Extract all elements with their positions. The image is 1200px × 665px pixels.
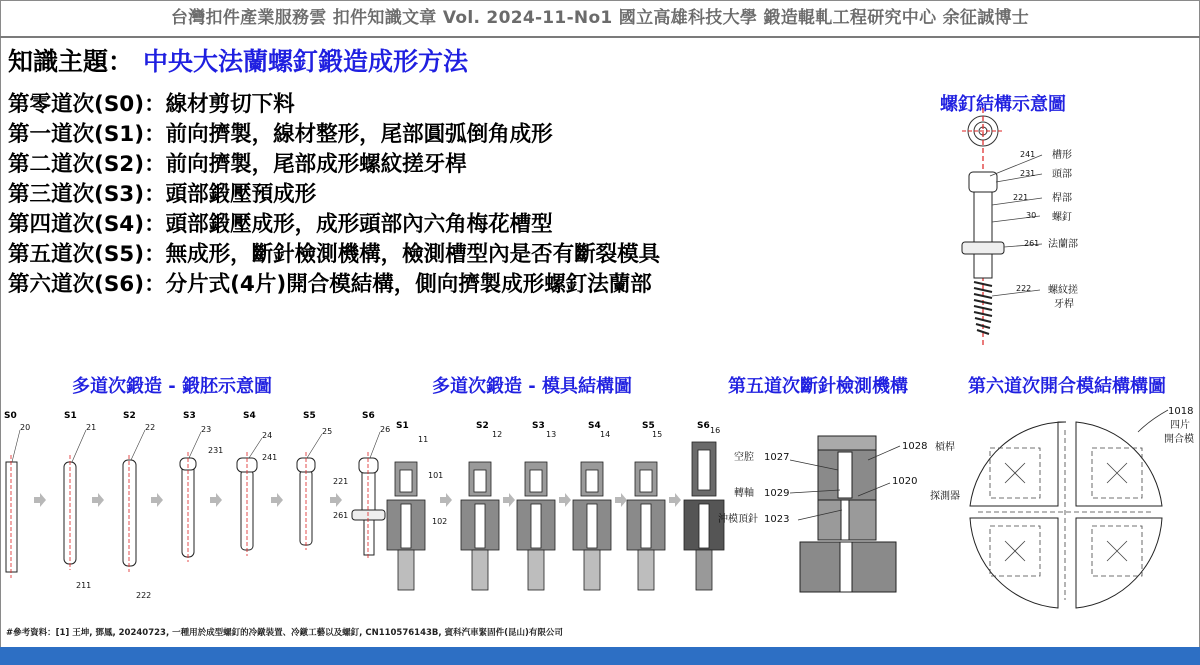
split-die-leader	[1138, 410, 1168, 432]
screw-num-221: 221	[1013, 193, 1029, 202]
stage-s5: 第五道次(S5)：無成形，斷針檢測機構，檢測槽型內是否有斷裂模具	[8, 242, 661, 267]
blank-num-24: 24	[262, 431, 273, 440]
blank-stage-s1: S1	[64, 411, 77, 421]
die-num-11: 11	[418, 435, 429, 444]
blank-num-222: 222	[136, 591, 152, 600]
blank-num-261: 261	[333, 511, 349, 520]
blank-stage-s5: S5	[303, 411, 316, 421]
detect-label-cavity: 空腔	[734, 452, 754, 463]
die-num-101: 101	[428, 471, 444, 480]
header-banner: 台灣扣件產業服務雲 扣件知識文章 Vol. 2024-11-No1 國立高雄科技大學 鍛造輥軋工程研究中心 余征誠博士	[170, 8, 1030, 28]
detect-label-pin: 沖模頂針	[718, 514, 758, 525]
die-figure-title: 多道次鍛造 - 模具結構圖	[432, 376, 633, 397]
screw-label-thread2: 牙桿	[1054, 299, 1074, 310]
stage-s0: 第零道次(S0)：線材剪切下料	[8, 92, 295, 117]
split-die-label-open: 開合模	[1164, 434, 1194, 445]
screw-label-flange: 法蘭部	[1048, 239, 1078, 250]
blank-stage-s6: S6	[362, 411, 375, 421]
blank-num-22: 22	[145, 423, 156, 432]
screw-num-241: 241	[1020, 150, 1036, 159]
split-figure-title: 第六道次開合模結構構圖	[968, 376, 1166, 397]
die-stage-s3: S3	[532, 421, 545, 431]
split-die-shapes	[970, 422, 1162, 608]
detect-label-lever: 槓桿	[935, 442, 955, 453]
blank-num-221: 221	[333, 477, 349, 486]
split-die-num-1018: 1018	[1168, 406, 1194, 417]
stage-s4: 第四道次(S4)：頭部鍛壓成形，成形頭部內六角梅花槽型	[8, 212, 553, 237]
blank-num-241: 241	[262, 453, 278, 462]
detect-figure-title: 第五道次斷針檢測機構	[728, 376, 908, 397]
screw-num-30: 30	[1026, 211, 1037, 220]
blank-num-25: 25	[322, 427, 333, 436]
screw-label-thread1: 螺紋搓	[1048, 285, 1078, 296]
blank-num-231: 231	[208, 446, 224, 455]
blank-num-21: 21	[86, 423, 97, 432]
blank-stage-s4: S4	[243, 411, 256, 421]
die-num-15: 15	[652, 430, 663, 439]
blank-num-20: 20	[20, 423, 31, 432]
screw-figure-title: 螺釘結構示意圖	[940, 94, 1066, 115]
die-stage-s4: S4	[588, 421, 601, 431]
die-num-16: 16	[710, 426, 721, 435]
screw-label-screw: 螺釘	[1052, 212, 1072, 223]
screw-num-261: 261	[1024, 239, 1040, 248]
die-num-14: 14	[600, 430, 611, 439]
screw-label-shank: 桿部	[1052, 193, 1072, 204]
screw-label-slot: 槽形	[1052, 150, 1072, 161]
die-num-102: 102	[432, 517, 448, 526]
blank-num-211: 211	[76, 581, 92, 590]
die-stage-s6: S6	[697, 421, 710, 431]
die-num-13: 13	[546, 430, 557, 439]
die-stage-s2: S2	[476, 421, 489, 431]
blank-stage-s2: S2	[123, 411, 136, 421]
stage-s1: 第一道次(S1)：前向擠製，線材整形，尾部圓弧倒角成形	[8, 122, 553, 147]
die-stage-s1: S1	[396, 421, 409, 431]
detect-num-1028: 1028	[902, 441, 928, 452]
detect-num-1023: 1023	[764, 514, 790, 525]
bottom-bar	[0, 647, 1200, 665]
detect-label-detector: 探測器	[930, 491, 960, 502]
split-die-label-four: 四片	[1170, 420, 1190, 431]
stage-s3: 第三道次(S3)：頭部鍛壓預成形	[8, 182, 317, 207]
topic-label: 知識主題：	[8, 47, 134, 76]
stage-s6: 第六道次(S6)：分片式(4片)開合模結構，側向擠製成形螺釘法蘭部	[8, 272, 652, 297]
detect-num-1020: 1020	[892, 476, 918, 487]
detect-num-1029: 1029	[764, 488, 790, 499]
topic-value: 中央大法蘭螺釘鍛造成形方法	[143, 47, 469, 76]
reference-note: #參考資料：[1] 王坤, 鄧鳳, 20240723, 一種用於成型螺釘的冷鐓裝置、冷鐓工藝以及螺釘, CN110576143B, 賓科汽車緊固件(昆山)有限公司	[6, 628, 563, 638]
detect-label-shaft: 轉軸	[734, 488, 754, 499]
die-num-12: 12	[492, 430, 503, 439]
detect-num-1027: 1027	[764, 452, 790, 463]
blank-num-26: 26	[380, 425, 391, 434]
blank-stage-s3: S3	[183, 411, 196, 421]
blank-num-23: 23	[201, 425, 212, 434]
die-stage-s5: S5	[642, 421, 655, 431]
blank-stage-s0: S0	[4, 411, 17, 421]
screw-num-231: 231	[1020, 169, 1036, 178]
screw-num-222: 222	[1016, 284, 1032, 293]
blank-figure-title: 多道次鍛造 - 鍛胚示意圖	[72, 376, 273, 397]
screw-label-head: 頭部	[1052, 169, 1072, 180]
stage-s2: 第二道次(S2)：前向擠製，尾部成形螺紋搓牙桿	[8, 152, 467, 177]
